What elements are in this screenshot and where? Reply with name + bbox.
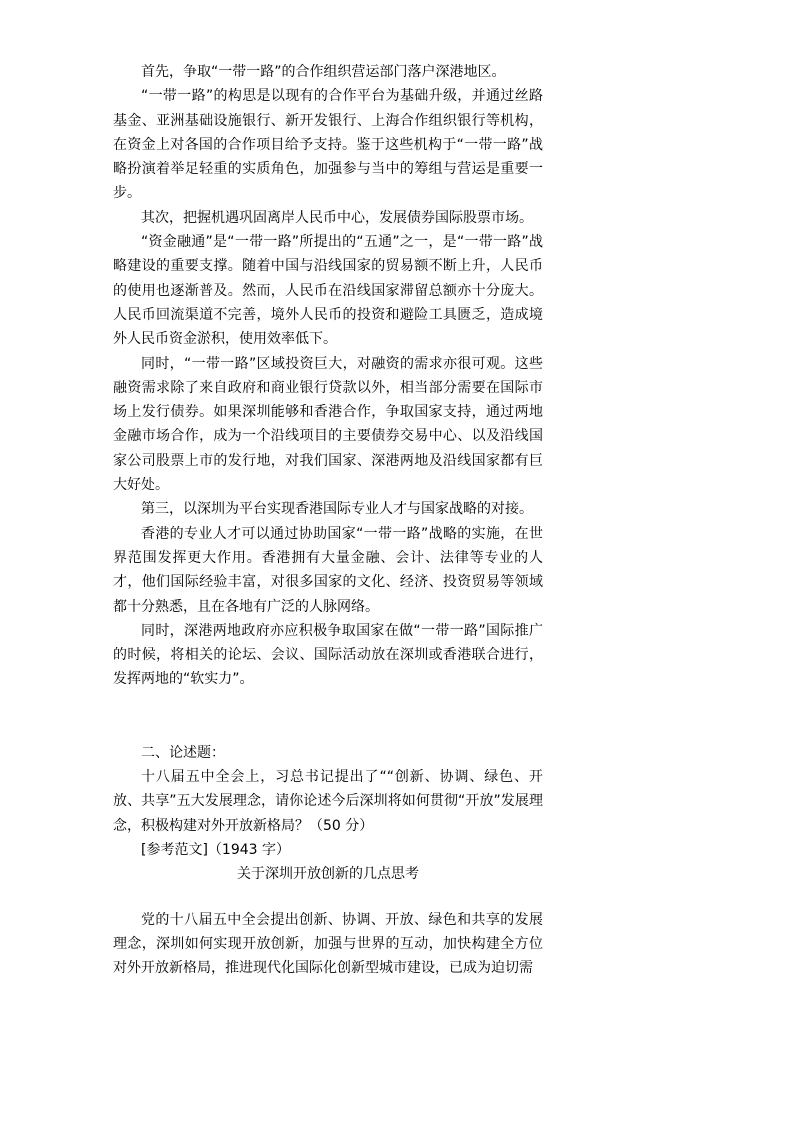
paragraph-third-point: 第三，以深圳为平台实现香港国际专业人才与国家战略的对接。 [141, 501, 533, 518]
paragraph-second-point: 其次，把握机遇巩固离岸人民币中心，发展债券国际股票市场。 [141, 209, 533, 226]
document-body [113, 60, 543, 980]
section-gap [113, 692, 543, 741]
paragraph-belt-road-concept: “一带一路”的构思是以现有的合作平台为基础升级，并通过丝路基金、亚洲基础设施银行、新开发银行、上海合作组织银行等机构，在资金上对各国的合作项目给予支持。鉴于这些机构于“一带一路”战略扮演着举足轻重的实质角色，加强参与当中的筹组与营运是重要一步。 [113, 88, 543, 202]
paragraph-soft-power: 同时，深港两地政府亦应积极争取国家在做“一带一路”国际推广的时候，将相关的论坛、会议、国际活动放在深圳或香港联合进行，发挥两地的“软实力”。 [113, 622, 543, 688]
essay-question: 十八届五中全会上，习总书记提出了““创新、协调、绿色、开放、共享”五大发展理念，请你论述今后深圳将如何贯彻“开放”发展理念，积极构建对外开放新格局？（50 分） [113, 769, 543, 834]
paragraph-hk-talent: 香港的专业人才可以通过协助国家“一带一路”战略的实施，在世界范围发挥更大作用。香港拥有大量金融、会计、法律等专业的人才，他们国际经验丰富，对很多国家的文化、经济、投资贸易等领域都十分熟悉，且在各地有广泛的人脉网络。 [113, 525, 543, 615]
reference-label: [参考范文]（1943 字） [141, 841, 291, 858]
essay-paragraph: 党的十八届五中全会提出创新、协调、开放、绿色和共享的发展理念，深圳如何实现开放创新，加强与世界的互动，加快构建全方位对外开放新格局，推进现代化国际化创新型城市建设，已成为迫切需 [113, 911, 543, 977]
section-heading: 二、论述题： [141, 744, 225, 761]
paragraph-first-point: 首先，争取“一带一路”的合作组织营运部门落户深港地区。 [141, 64, 506, 80]
essay-title: 关于深圳开放创新的几点思考 [237, 866, 419, 883]
paragraph-financing-demand: 同时，“一带一路”区域投资巨大，对融资的需求亦很可观。这些融资需求除了来自政府和商业银行贷款以外，相当部分需要在国际市场上发行债券。如果深圳能够和香港合作，争取国家支持，通过两地金融市场合作，成为一个沿线项目的主要债券交易中心、以及沿线国家公司股票上市的发行地，对我们国家、深港两地及沿线国家都有巨大好处。 [113, 355, 543, 494]
paragraph-capital-flow: “资金融通”是“一带一路”所提出的“五通”之一，是“一带一路”战略建设的重要支撑。随着中国与沿线国家的贸易额不断上升，人民币的使用也逐渐普及。然而，人民币在沿线国家滞留总额亦十分庞大。人民币回流渠道不完善，境外人民币的投资和避险工具匮乏，造成境外人民币资金淤积，使用效率低下。 [113, 234, 543, 348]
title-gap [113, 887, 543, 908]
